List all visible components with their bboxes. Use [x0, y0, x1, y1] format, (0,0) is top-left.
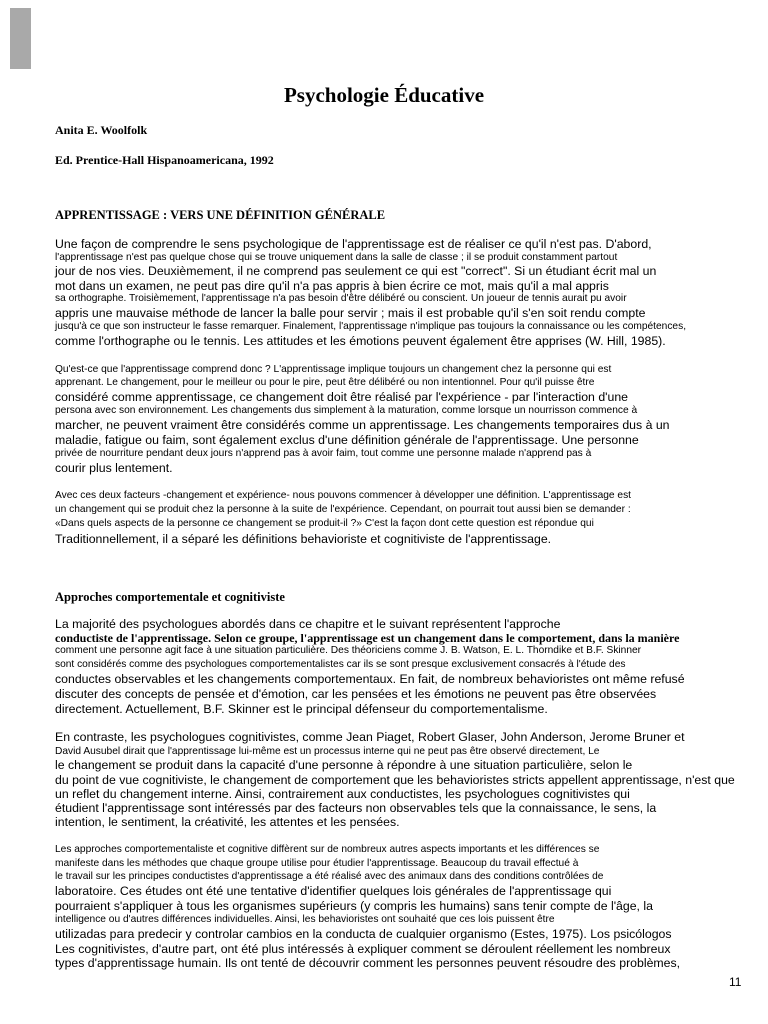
paragraph-line: jusqu'à ce que son instructeur le fasse remarquer. Finalement, l'apprentissage n'implique pas toujours la connaissance ou les compétences,	[55, 321, 687, 332]
paragraph-line: privée de nourriture pendant deux jours n'apprend pas à avoir faim, tout comme une personne malade n'apprend pas à	[55, 448, 592, 459]
paragraph-line: David Ausubel dirait que l'apprentissage lui-même est un processus interne qui ne peut pas être observé directement, Le	[55, 746, 600, 757]
paragraph-line: Traditionnellement, il a séparé les définitions behavioriste et cognitiviste de l'apprentissage.	[55, 532, 552, 546]
paragraph-line: mot dans un examen, ne peut pas dire qu'il n'a pas appris à bien écrire ce mot, mais qu'il a mal appris	[55, 279, 609, 293]
paragraph-line: En contraste, les psychologues cognitivistes, comme Jean Piaget, Robert Glaser, John Anderson, Jerome Bruner et	[55, 730, 685, 744]
paragraph-line: apprenant. Le changement, pour le meilleur ou pour le pire, peut être délibéré ou non intentionnel. Pour qu'il puisse être	[55, 377, 595, 388]
paragraph-line: La majorité des psychologues abordés dans ce chapitre et le suivant représentent l'approche	[55, 617, 561, 631]
paragraph-line: étudient l'apprentissage sont intéressés par des facteurs non observables tels que la connaissance, le sens, la	[55, 801, 657, 815]
paragraph-line: sont considérés comme des psychologues comportementalistes car ils se sont presque exclusivement consacrés à l'étude des	[55, 659, 626, 670]
paragraph-line: appris une mauvaise méthode de lancer la balle pour servir ; mais il est probable qu'il s'en soit rendu compte	[55, 306, 646, 320]
paragraph-line: utilizadas para predecir y controlar cambios en la conducta de cualquier organismo (Estes, 1975). Los psicólogos	[55, 927, 672, 941]
paragraph-line: l'apprentissage n'est pas quelque chose qui se trouve uniquement dans la salle de classe ; il se produit constamment partout	[55, 252, 618, 263]
paragraph-line: le changement se produit dans la capacité d'une personne à répondre à une situation particulière, selon le	[55, 758, 633, 772]
paragraph-line: intelligence ou d'autres différences individuelles. Ainsi, les behavioristes ont souhaité que ces lois puissent être	[55, 914, 555, 925]
paragraph-line: types d'apprentissage humain. Ils ont tenté de découvrir comment les personnes peuvent résoudre des problèmes,	[55, 956, 681, 970]
paragraph-line: le travail sur les principes conductistes d'apprentissage a été réalisé avec des animaux dans des conditions contrôlées de	[55, 871, 604, 882]
section-heading-approaches: Approches comportementale et cognitiviste	[55, 590, 285, 604]
paragraph-line: considéré comme apprentissage, ce changement doit être réalisé par l'expérience - par l'interaction d'une	[55, 390, 629, 404]
paragraph-line: du point de vue cognitiviste, le changement de comportement que les behavioristes stricts appellent apprentissage, n'est que	[55, 773, 735, 787]
paragraph-line: comment une personne agit face à une situation particulière. Des théoriciens comme J. B. Watson, E. L. Thorndike et B.F. Skinner	[55, 645, 642, 656]
paragraph-line: Avec ces deux facteurs -changement et expérience- nous pouvons commencer à développer une définition. L'apprentissage est	[55, 490, 632, 501]
paragraph-line: discuter des concepts de pensée et d'émotion, car les pensées et les émotions ne peuvent pas être observées	[55, 687, 657, 701]
paragraph-line: Les approches comportementaliste et cognitive diffèrent sur de nombreux autres aspects importants et les différences se	[55, 844, 600, 855]
paragraph-line: pourraient s'appliquer à tous les organismes supérieurs (y compris les humains) sans tenir compte de l'âge, la	[55, 899, 653, 913]
paragraph-line: courir plus lentement.	[55, 461, 173, 475]
paragraph-line: Les cognitivistes, d'autre part, ont été plus intéressés à expliquer comment se déroulent réellement les nombreux	[55, 942, 671, 956]
page-number: 11	[729, 975, 742, 989]
paragraph-line: comme l'orthographe ou le tennis. Les attitudes et les émotions peuvent également être apprises (W. Hill, 1985).	[55, 334, 666, 348]
publisher: Ed. Prentice-Hall Hispanoamericana, 1992	[55, 153, 274, 167]
author: Anita E. Woolfolk	[55, 123, 148, 137]
paragraph-line: conductes observables et les changements comportementaux. En fait, de nombreux behavioristes ont même refusé	[55, 672, 685, 686]
paragraph-line: directement. Actuellement, B.F. Skinner est le principal défenseur du comportementalisme.	[55, 702, 548, 716]
paragraph-line: Qu'est-ce que l'apprentissage comprend donc ? L'apprentissage implique toujours un changement chez la personne qui est	[55, 364, 612, 375]
paragraph-line: intention, le sentiment, la créativité, les attentes et les pensées.	[55, 815, 400, 829]
section-heading-definition: APPRENTISSAGE : VERS UNE DÉFINITION GÉNÉRALE	[55, 208, 386, 222]
paragraph-line: un reflet du changement interne. Ainsi, contrairement aux conductistes, les psychologues cognitivistes qui	[55, 787, 630, 801]
paragraph-line: «Dans quels aspects de la personne ce changement se produit-il ?» C'est la façon dont cette question est répondue qui	[55, 518, 594, 529]
paragraph-line: un changement qui se produit chez la personne à la suite de l'expérience. Cependant, on pourrait tout aussi bien se demander :	[55, 504, 631, 515]
paragraph-line: Une façon de comprendre le sens psychologique de l'apprentissage est de réaliser ce qu'il n'est pas. D'abord,	[55, 237, 652, 251]
scan-margin-bar	[10, 8, 31, 69]
paragraph-line: jour de nos vies. Deuxièmement, il ne comprend pas seulement ce qui est "correct". Si un étudiant écrit mal un	[55, 264, 657, 278]
paragraph-line: laboratoire. Ces études ont été une tentative d'identifier quelques lois générales de l'apprentissage qui	[55, 884, 612, 898]
paragraph-line: manifeste dans les méthodes que chaque groupe utilise pour étudier l'apprentissage. Beaucoup du travail effectué à	[55, 858, 579, 869]
paragraph-line: marcher, ne peuvent vraiment être considérés comme un apprentissage. Les changements temporaires dus à un	[55, 418, 670, 432]
paragraph-line: persona avec son environnement. Les changements dus simplement à la maturation, comme lorsque un nourrisson commence à	[55, 405, 638, 416]
paragraph-line: sa orthographe. Troisièmement, l'apprentissage n'a pas besoin d'être délibéré ou conscient. Un joueur de tennis aurait pu avoir	[55, 293, 627, 304]
paragraph-line: maladie, fatigue ou faim, sont également exclus d'une définition générale de l'apprentissage. Une personne	[55, 433, 639, 447]
document-title: Psychologie Éducative	[283, 83, 485, 107]
paragraph-line: conductiste de l'apprentissage. Selon ce groupe, l'apprentissage est un changement dans le comportement, dans la manière	[55, 631, 680, 645]
